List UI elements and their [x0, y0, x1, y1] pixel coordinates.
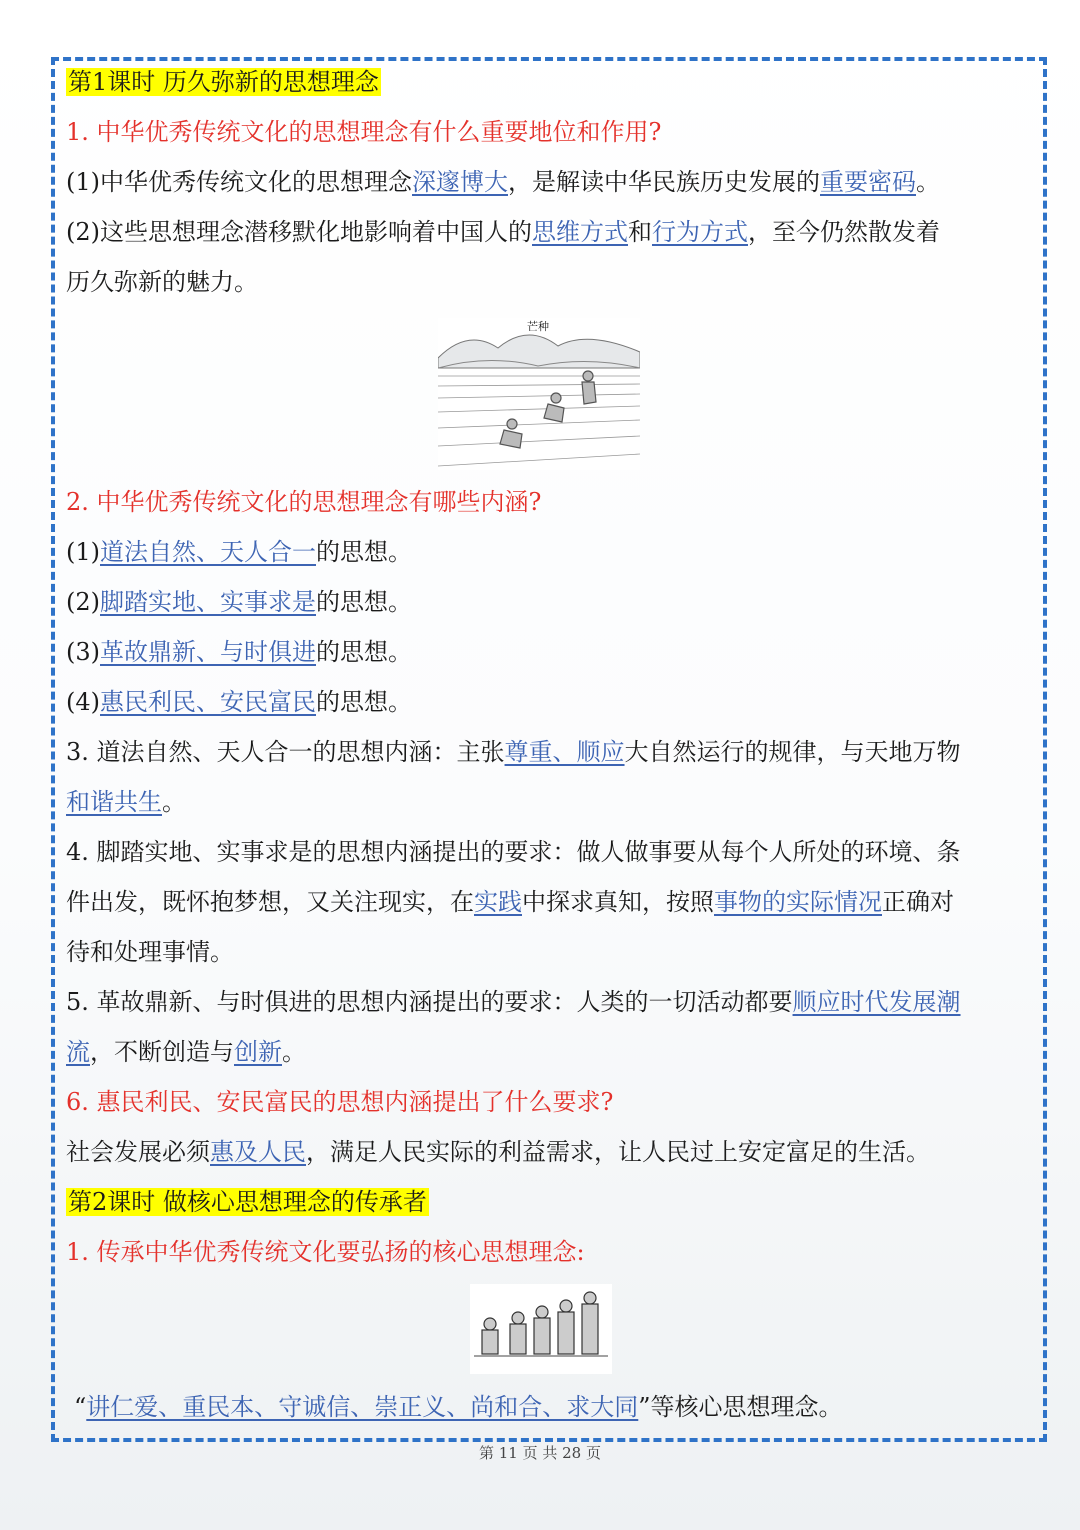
- keyword: 重要密码: [820, 168, 916, 196]
- question-6: 6. 惠民利民、安民富民的思想内涵提出了什么要求?: [66, 1088, 614, 1116]
- keyword: 思维方式: [532, 218, 628, 246]
- answer-6: 社会发展必须惠及人民，满足人民实际的利益需求，让人民过上安定富足的生活。: [66, 1138, 930, 1166]
- image-caption: 芒种: [527, 320, 549, 333]
- question-2: 2. 中华优秀传统文化的思想理念有哪些内涵?: [66, 488, 542, 516]
- rice-planting-illustration: [438, 318, 640, 470]
- keyword: 行为方式: [652, 218, 748, 246]
- point-5-cont: 流，不断创造与创新。: [66, 1038, 306, 1066]
- keyword: 革故鼎新、与时俱进: [100, 638, 316, 666]
- answer-1-2: (2)这些思想理念潜移默化地影响着中国人的思维方式和行为方式，至今仍然散发着: [66, 218, 940, 246]
- answer-2-1: (1)道法自然、天人合一的思想。: [66, 538, 412, 566]
- answer-7: “讲仁爱、重民本、守诚信、崇正义、尚和合、求大同”等核心思想理念。: [74, 1393, 843, 1421]
- keyword: 惠民利民、安民富民: [100, 688, 316, 716]
- keyword: 和谐共生: [66, 788, 162, 816]
- lesson2-title: 第2课时 做核心思想理念的传承者: [68, 1188, 427, 1216]
- point-5: 5. 革故鼎新、与时俱进的思想内涵提出的要求：人类的一切活动都要顺应时代发展潮: [66, 988, 961, 1016]
- answer-2-3: (3)革故鼎新、与时俱进的思想。: [66, 638, 412, 666]
- keyword: 事物的实际情况: [714, 888, 882, 916]
- point-4: 4. 脚踏实地、实事求是的思想内涵提出的要求：做人做事要从每个人所处的环境、条: [66, 838, 961, 866]
- answer-1-1: (1)中华优秀传统文化的思想理念深邃博大，是解读中华民族历史发展的重要密码。: [66, 168, 940, 196]
- question-1: 1. 中华优秀传统文化的思想理念有什么重要地位和作用?: [66, 118, 662, 146]
- answer-2-4: (4)惠民利民、安民富民的思想。: [66, 688, 412, 716]
- keyword: 深邃博大: [412, 168, 508, 196]
- keyword: 道法自然、天人合一: [100, 538, 316, 566]
- keyword: 讲仁爱、重民本、守诚信、崇正义、尚和合、求大同: [86, 1393, 639, 1421]
- page-number: 第 11 页 共 28 页: [478, 1444, 601, 1462]
- answer-2-2: (2)脚踏实地、实事求是的思想。: [66, 588, 412, 616]
- keyword: 流: [66, 1038, 90, 1066]
- keyword: 尊重、顺应: [504, 738, 625, 766]
- people-drawing: [470, 1284, 612, 1374]
- keyword: 惠及人民: [210, 1138, 306, 1166]
- question-7: 1. 传承中华优秀传统文化要弘扬的核心思想理念:: [66, 1238, 585, 1266]
- people-illustration: [470, 1284, 612, 1374]
- rice-planting-drawing: [438, 318, 640, 470]
- point-4-cont2: 待和处理事情。: [66, 938, 234, 966]
- keyword: 创新: [234, 1038, 282, 1066]
- point-4-cont: 件出发，既怀抱梦想，又关注现实，在实践中探求真知，按照事物的实际情况正确对: [66, 888, 954, 916]
- keyword: 顺应时代发展潮: [792, 988, 961, 1016]
- answer-1-2-cont: 历久弥新的魅力。: [66, 268, 258, 296]
- keyword: 脚踏实地、实事求是: [100, 588, 316, 616]
- lesson1-title: 第1课时 历久弥新的思想理念: [68, 68, 379, 96]
- point-3: 3. 道法自然、天人合一的思想内涵：主张尊重、顺应大自然运行的规律，与天地万物: [66, 738, 961, 766]
- point-3-cont: 和谐共生。: [66, 788, 186, 816]
- keyword: 实践: [474, 888, 522, 916]
